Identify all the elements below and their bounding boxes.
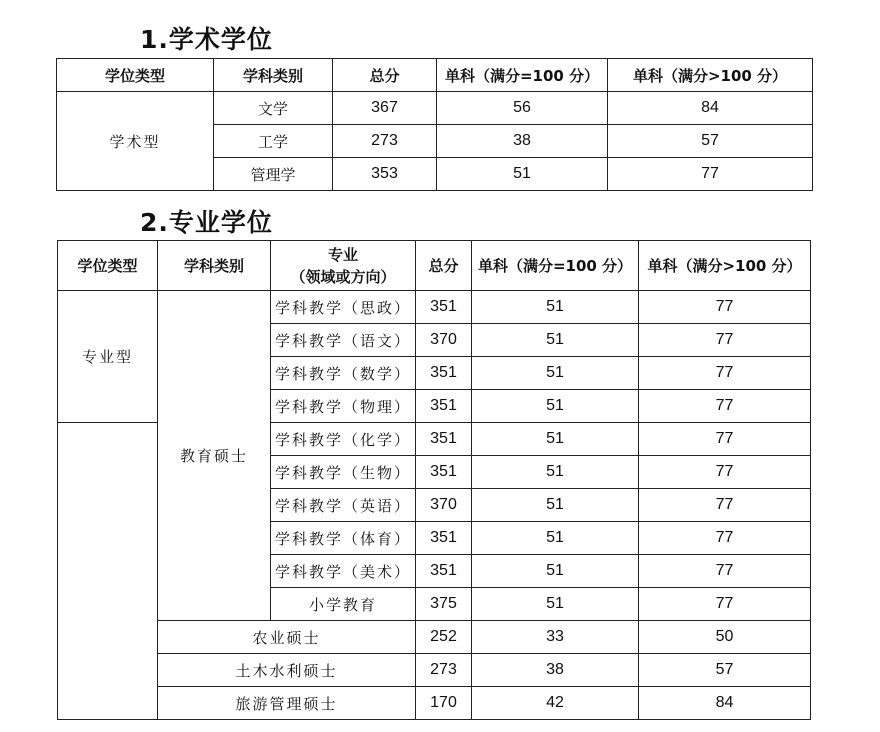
header-degree-type: 学位类型 [57,59,214,92]
single100-cell: 51 [472,555,639,588]
subject-cell: 管理学 [214,158,333,191]
header-major-line2: （领域或方向） [290,267,396,286]
major-cell: 小学教育 [271,588,416,621]
header-subject-category: 学科类别 [158,241,271,291]
single-over100-cell: 57 [639,654,811,687]
total-cell: 351 [416,522,472,555]
major-cell: 学科教学（思政） [271,291,416,324]
degree-type-cell: 学术型 [57,92,214,191]
section-title-academic: 1.学术学位 [140,25,273,54]
category-cell: 旅游管理硕士 [158,687,416,720]
single-over100-cell: 84 [608,92,813,125]
single-over100-cell: 77 [639,423,811,456]
total-cell: 351 [416,423,472,456]
table-header-row [57,59,813,92]
degree-type-cell: 专业型 [58,291,158,423]
single100-cell: 56 [437,92,608,125]
single-over100-cell: 77 [639,522,811,555]
total-cell: 252 [416,621,472,654]
header-single-100: 单科（满分=100 分） [437,59,608,92]
total-cell: 351 [416,390,472,423]
single-over100-cell: 77 [639,324,811,357]
single-over100-cell: 50 [639,621,811,654]
subject-cell: 工学 [214,125,333,158]
single100-cell: 51 [472,588,639,621]
total-cell: 353 [333,158,437,191]
single100-cell: 51 [472,357,639,390]
academic-degree-table [56,58,813,191]
single-over100-cell: 77 [639,489,811,522]
table-row [58,687,811,720]
single100-cell: 51 [472,390,639,423]
section-title-professional: 2.专业学位 [140,208,273,237]
table-row [58,621,811,654]
total-cell: 273 [416,654,472,687]
single100-cell: 51 [437,158,608,191]
major-cell: 学科教学（语文） [271,324,416,357]
table-row [58,654,811,687]
category-cell: 农业硕士 [158,621,416,654]
category-cell: 土木水利硕士 [158,654,416,687]
single-over100-cell: 77 [639,456,811,489]
single100-cell: 51 [472,489,639,522]
single100-cell: 33 [472,621,639,654]
single-over100-cell: 77 [639,390,811,423]
total-cell: 351 [416,357,472,390]
total-cell: 370 [416,489,472,522]
degree-type-blank-cell [58,423,158,720]
single100-cell: 51 [472,291,639,324]
single100-cell: 51 [472,423,639,456]
header-single-over-100: 单科（满分>100 分） [608,59,813,92]
major-cell: 学科教学（数学） [271,357,416,390]
total-cell: 351 [416,456,472,489]
total-cell: 367 [333,92,437,125]
header-major [271,241,416,291]
single-over100-cell: 77 [608,158,813,191]
major-cell: 学科教学（体育） [271,522,416,555]
major-cell: 学科教学（化学） [271,423,416,456]
edu-category-cell: 教育硕士 [158,291,271,621]
table-row [57,92,813,125]
header-total-score: 总分 [416,241,472,291]
subject-cell: 文学 [214,92,333,125]
major-cell: 学科教学（物理） [271,390,416,423]
major-cell: 学科教学（美术） [271,555,416,588]
header-total-score: 总分 [333,59,437,92]
single100-cell: 51 [472,456,639,489]
header-major-line1: 专业 [327,245,358,264]
total-cell: 273 [333,125,437,158]
header-single-over-100: 单科（满分>100 分） [639,241,811,291]
major-cell: 学科教学（英语） [271,489,416,522]
single100-cell: 51 [472,522,639,555]
single100-cell: 38 [437,125,608,158]
professional-degree-table [57,240,811,720]
table-row [58,291,811,324]
single-over100-cell: 77 [639,588,811,621]
single100-cell: 51 [472,324,639,357]
header-degree-type: 学位类型 [58,241,158,291]
single-over100-cell: 84 [639,687,811,720]
header-single-100: 单科（满分=100 分） [472,241,639,291]
table-header-row [58,241,811,291]
single100-cell: 38 [472,654,639,687]
single-over100-cell: 57 [608,125,813,158]
total-cell: 375 [416,588,472,621]
total-cell: 370 [416,324,472,357]
single100-cell: 42 [472,687,639,720]
major-cell: 学科教学（生物） [271,456,416,489]
header-subject-category: 学科类别 [214,59,333,92]
single-over100-cell: 77 [639,291,811,324]
total-cell: 351 [416,291,472,324]
single-over100-cell: 77 [639,357,811,390]
total-cell: 170 [416,687,472,720]
single-over100-cell: 77 [639,555,811,588]
total-cell: 351 [416,555,472,588]
